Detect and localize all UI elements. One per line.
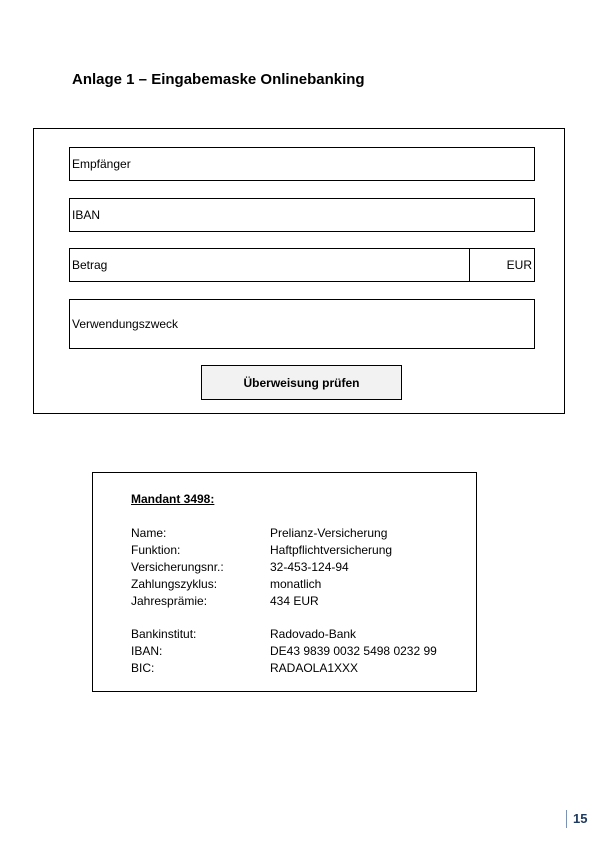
recipient-field[interactable] <box>69 147 535 181</box>
mandate-iban-label: IBAN: <box>131 644 163 658</box>
online-banking-form <box>33 128 565 414</box>
bic-label: BIC: <box>131 661 155 675</box>
mandate-info-box <box>92 472 477 692</box>
bic-value: RADAOLA1XXX <box>270 661 359 675</box>
mandate-iban-value: DE43 9839 0032 5498 0232 99 <box>270 644 437 658</box>
function-value: Haftpflichtversicherung <box>270 543 393 557</box>
bank-label: Bankinstitut: <box>131 627 197 641</box>
name-value: Prelianz-Versicherung <box>270 526 388 540</box>
iban-field[interactable] <box>69 198 535 232</box>
mandate-title: Mandant 3498: <box>131 492 215 506</box>
mandate-row-bank <box>131 626 437 643</box>
bank-value: Radovado-Bank <box>270 627 357 641</box>
amount-input[interactable] <box>70 249 469 281</box>
page-title: Anlage 1 – Eingabemaske Onlinebanking <box>72 71 365 88</box>
cycle-label: Zahlungszyklus: <box>131 577 218 591</box>
iban-label: IBAN <box>72 208 101 222</box>
name-label: Name: <box>131 526 167 540</box>
purpose-field[interactable] <box>69 299 535 349</box>
mandate-row-premium <box>131 593 437 610</box>
mandate-row-function <box>131 542 437 559</box>
policy-value: 32-453-124-94 <box>270 560 349 574</box>
mandate-row-iban <box>131 643 437 660</box>
cycle-value: monatlich <box>270 577 322 591</box>
amount-label: Betrag <box>72 258 108 272</box>
mandate-row-policy <box>131 559 437 576</box>
mandate-row-bic <box>131 660 437 677</box>
spacer <box>131 610 437 626</box>
mandate-row-cycle <box>131 576 437 593</box>
currency-label: EUR <box>469 249 534 281</box>
recipient-label: Empfänger <box>72 157 131 171</box>
page-number: 15 <box>566 810 587 828</box>
premium-value: 434 EUR <box>270 594 319 608</box>
function-label: Funktion: <box>131 543 181 557</box>
mandate-row-name <box>131 525 437 542</box>
check-transfer-button[interactable]: Überweisung prüfen <box>201 365 402 400</box>
premium-label: Jahresprämie: <box>131 594 208 608</box>
mandate-details <box>131 525 437 677</box>
amount-field[interactable] <box>69 248 535 282</box>
purpose-label: Verwendungszweck <box>72 317 179 331</box>
policy-label: Versicherungsnr.: <box>131 560 224 574</box>
